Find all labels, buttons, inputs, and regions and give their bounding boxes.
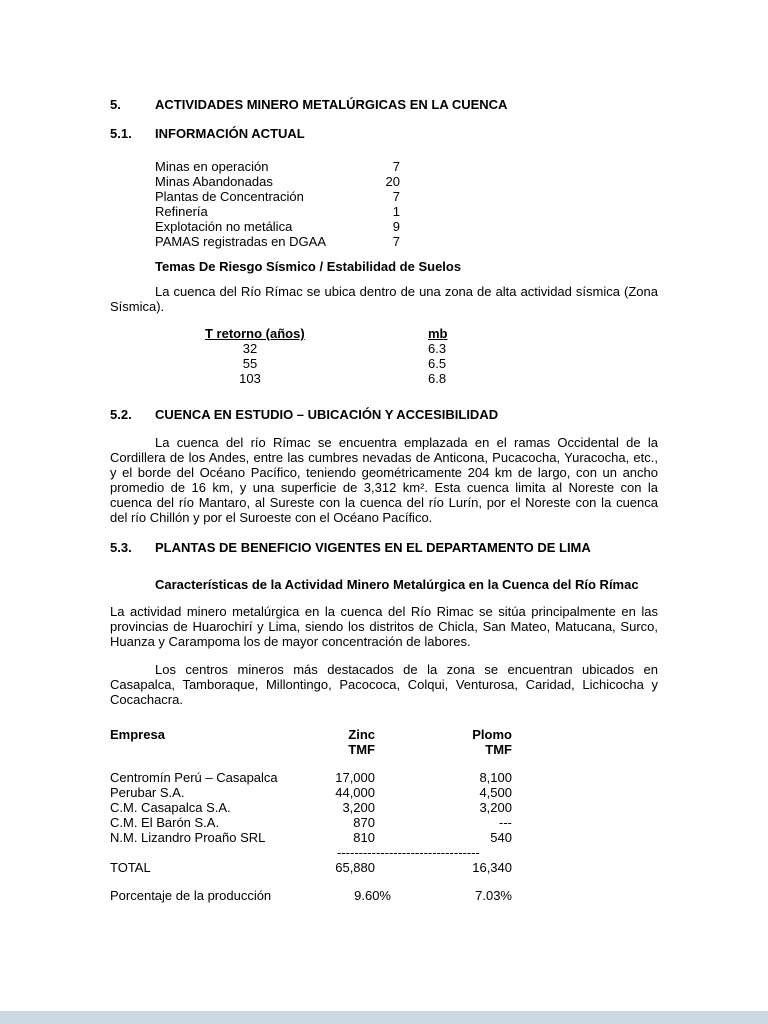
stat-row-minas-abandonadas bbox=[155, 174, 400, 189]
stat-value: 7 bbox=[392, 189, 400, 204]
mb-value: 6.5 bbox=[428, 356, 447, 371]
plomo-cell: 3,200 bbox=[479, 800, 512, 815]
empresa-cell: C.M. Casapalca S.A. bbox=[110, 800, 231, 815]
production-row-cm-casapalca bbox=[110, 800, 658, 815]
stat-label: PAMAS registradas en DGAA bbox=[155, 234, 326, 249]
seismic-paragraph: La cuenca del Río Rímac se ubica dentro de una zona de alta actividad sísmica (Zona Sísmica). bbox=[110, 284, 658, 314]
empresa-cell: Centromín Perú – Casapalca bbox=[110, 770, 278, 785]
stat-value: 7 bbox=[392, 159, 400, 174]
production-row-perubar bbox=[110, 785, 658, 800]
t-retorno-value: 32 bbox=[242, 341, 258, 356]
seismic-table-row bbox=[205, 341, 605, 356]
section-5-3-title: PLANTAS DE BENEFICIO VIGENTES EN EL DEPARTAMENTO DE LIMA bbox=[155, 540, 591, 555]
seismic-return-table bbox=[205, 326, 605, 386]
zinc-cell: 870 bbox=[353, 815, 375, 830]
mining-stats-list bbox=[155, 159, 400, 249]
stat-value: 7 bbox=[392, 234, 400, 249]
empresa-header: Empresa bbox=[110, 727, 165, 742]
total-label: TOTAL bbox=[110, 860, 151, 875]
stat-value: 1 bbox=[392, 204, 400, 219]
empty-cell bbox=[110, 742, 300, 757]
mb-value: 6.3 bbox=[428, 341, 447, 356]
seismic-subheading: Temas De Riesgo Sísmico / Estabilidad de Suelos bbox=[155, 259, 462, 274]
section-5-number: 5. bbox=[110, 97, 121, 112]
production-table bbox=[110, 727, 658, 903]
seismic-table-row bbox=[205, 356, 605, 371]
percent-plomo: 7.03% bbox=[475, 888, 512, 903]
mb-header: mb bbox=[428, 326, 448, 341]
zinc-cell: 17,000 bbox=[335, 770, 375, 785]
section-5-1-title: INFORMACIÓN ACTUAL bbox=[155, 126, 305, 141]
zinc-header: Zinc bbox=[348, 727, 375, 742]
production-table-header-row bbox=[110, 727, 658, 742]
empresa-cell: C.M. El Barón S.A. bbox=[110, 815, 220, 830]
plomo-cell: --- bbox=[499, 815, 512, 830]
production-row-lizandro-proano bbox=[110, 830, 658, 845]
stat-value: 20 bbox=[385, 174, 400, 189]
viewer-footer-strip bbox=[0, 1011, 768, 1024]
production-total-row bbox=[110, 860, 658, 875]
section-5-3-heading bbox=[110, 540, 658, 555]
mb-value: 6.8 bbox=[428, 371, 447, 386]
section-5-1-number: 5.1. bbox=[110, 126, 132, 141]
plomo-cell: 540 bbox=[490, 830, 512, 845]
t-retorno-value: 55 bbox=[242, 356, 258, 371]
total-zinc: 65,880 bbox=[335, 860, 375, 875]
stat-label: Refinería bbox=[155, 204, 208, 219]
section-5-1-heading bbox=[110, 126, 658, 141]
stat-label: Plantas de Concentración bbox=[155, 189, 304, 204]
zinc-cell: 810 bbox=[353, 830, 375, 845]
empresa-cell: N.M. Lizandro Proaño SRL bbox=[110, 830, 266, 845]
percent-label: Porcentaje de la producción bbox=[110, 888, 272, 903]
plomo-unit: TMF bbox=[485, 742, 512, 757]
seismic-table-header-row bbox=[205, 326, 605, 341]
stat-row-refineria bbox=[155, 204, 400, 219]
plomo-header: Plomo bbox=[472, 727, 512, 742]
activity-subheading: Características de la Actividad Minero Metalúrgica en la Cuenca del Río Rímac bbox=[155, 577, 639, 592]
section-5-2-title: CUENCA EN ESTUDIO – UBICACIÓN Y ACCESIBILIDAD bbox=[155, 407, 499, 422]
table-separator-dashes: --------------------------------- bbox=[337, 845, 480, 860]
zinc-cell: 3,200 bbox=[342, 800, 375, 815]
basin-location-paragraph: La cuenca del río Rímac se encuentra emplazada en el ramas Occidental de la Cordillera de los Andes, entre las cumbres nevadas de Anticona, Pucacocha, Yuracocha, etc., y el borde del Océano Pacífico, teniendo geométricamente 204 km de largo, con un ancho promedio de 16 km, y una superficie de 3,312 km². Esta cuenca limita al Noreste con la cuenca del río Mantaro, al Sureste con la cuenca del río Lurín, por el Noreste con la cuenca del río Chillón y por el Suroeste con el Océano Pacífico. bbox=[110, 435, 658, 525]
stat-row-pamas bbox=[155, 234, 400, 249]
activity-paragraph-2: Los centros mineros más destacados de la zona se encuentran ubicados en Casapalca, Tamboraque, Millontingo, Pacococa, Colqui, Venturosa, Caridad, Lichicocha y Cocachacra. bbox=[110, 662, 658, 707]
production-percent-row bbox=[110, 888, 658, 903]
empresa-cell: Perubar S.A. bbox=[110, 785, 185, 800]
t-retorno-header: T retorno (años) bbox=[205, 326, 305, 341]
stat-label: Minas en operación bbox=[155, 159, 269, 174]
stat-row-explotacion-no-metalica bbox=[155, 219, 400, 234]
section-5-2-number: 5.2. bbox=[110, 407, 132, 422]
percent-zinc: 9.60% bbox=[354, 888, 391, 903]
seismic-table-row bbox=[205, 371, 605, 386]
activity-paragraph-1: La actividad minero metalúrgica en la cuenca del Río Rimac se sitúa principalmente en las provincias de Huarochirí y Lima, siendo los distritos de Chicla, San Mateo, Matucana, Surco, Huanza y Carampoma los de mayor concentración de labores. bbox=[110, 604, 658, 649]
section-5-2-heading bbox=[110, 407, 658, 422]
zinc-cell: 44,000 bbox=[335, 785, 375, 800]
stat-row-minas-operacion bbox=[155, 159, 400, 174]
t-retorno-value: 103 bbox=[239, 371, 261, 386]
production-table-body bbox=[110, 770, 658, 845]
production-row-el-baron bbox=[110, 815, 658, 830]
plomo-cell: 4,500 bbox=[479, 785, 512, 800]
stat-value: 9 bbox=[392, 219, 400, 234]
stat-label: Explotación no metálica bbox=[155, 219, 293, 234]
plomo-cell: 8,100 bbox=[479, 770, 512, 785]
section-5-heading bbox=[110, 97, 658, 112]
production-row-centromin bbox=[110, 770, 658, 785]
production-table-unit-row bbox=[110, 742, 658, 757]
stat-label: Minas Abandonadas bbox=[155, 174, 273, 189]
section-5-3-number: 5.3. bbox=[110, 540, 132, 555]
section-5-title: ACTIVIDADES MINERO METALÚRGICAS EN LA CUENCA bbox=[155, 97, 508, 112]
stat-row-plantas-concentracion bbox=[155, 189, 400, 204]
total-plomo: 16,340 bbox=[472, 860, 512, 875]
zinc-unit: TMF bbox=[348, 742, 375, 757]
